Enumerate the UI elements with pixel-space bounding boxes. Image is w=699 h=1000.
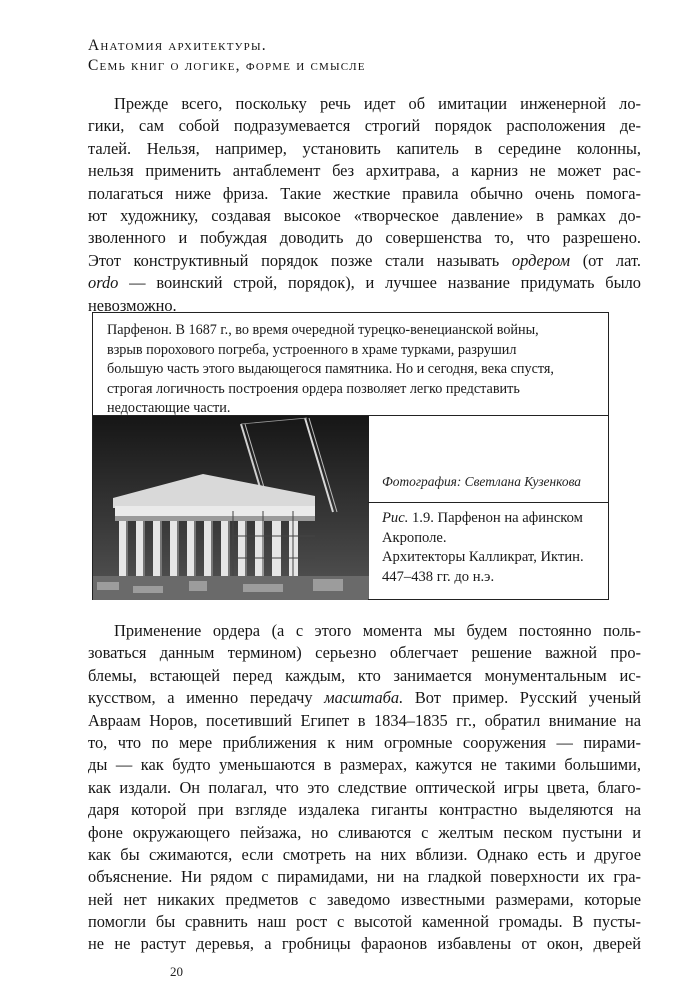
paragraph-line: зоваться данным термином) серьезно облегчает решение важной про- [88,643,641,663]
page-number: 20 [170,964,183,979]
caption-line: Парфенон. В 1687 г., во время очередной турецко-венецианской войны, [107,322,539,338]
paragraph-line: то, что по мере приближения к ним огромные сооружения — пирами- [88,732,641,752]
paragraph-line: ней нет никаких предметов с заведомо известными размерами, которые [88,889,641,909]
sidebar-caption-box [92,312,609,416]
parthenon-illustration [93,416,369,600]
figure-caption-line: 447–438 гг. до н.э. [382,568,495,585]
paragraph-2 [88,620,641,956]
italic-term: ордером [511,250,571,270]
paragraph-line: Авраам Норов, посетивший Египет в 1834–1835 гг., обратил внимание на [88,710,641,730]
credit-divider [368,502,609,503]
paragraph-line: талей. Нельзя, например, установить капитель в середине колонны, [88,138,641,158]
paragraph-line: ordo — воинский строй, порядок), и лучшее название придумать было [88,273,641,293]
running-header-line-1: Анатомия архитектуры. [88,37,267,54]
caption-line: недостающие части. [107,400,231,417]
paragraph-line: помогли бы сравнить наш рост с высотой каменной громады. В пусты- [88,912,641,932]
figure-caption-line: Рис. 1.9. Парфенон на афинском [382,510,583,526]
caption-line: строгая логичность построения ордера позволяет легко представить [107,380,520,397]
paragraph-line: не не растут деревья, а гробницы фараонов избавлены от окон, дверей [88,934,641,954]
paragraph-line: фоне окружающего пейзажа, но сливаются с желтым песком пустыни и [88,822,641,842]
paragraph-line: гики, сам собой подразумевается строгий порядок расположения де- [88,116,641,136]
paragraph-line: кусством, а именно передачу масштаба. Вот пример. Русский ученый [88,688,641,708]
figure-prefix: Рис. [382,510,409,526]
figure-caption-line: Акрополе. [382,529,447,546]
paragraph-1 [88,93,641,317]
paragraph-line: невозможно. [88,295,177,315]
paragraph-line: полагаться ниже фриза. Такие жесткие правила обычно очень помога- [88,183,641,203]
paragraph-line: нельзя применить антаблемент без архитрава, а карниз не может рас- [88,161,641,181]
photo-credit: Фотография: Светлана Кузенкова [382,474,582,489]
paragraph-line: ды — как будто уменьшаются в размерах, кажутся не такими большими, [88,755,641,775]
paragraph-line: Применение ордера (а с этого момента мы будем постоянно поль- [114,621,641,640]
figure-caption [382,509,607,587]
parthenon-photo [92,416,369,600]
italic-term: ordo [88,273,119,293]
paragraph-line: блемы, встающей перед каждым, кто занимается монументальным ис- [88,665,641,685]
paragraph-line: как издали. Он полагал, что это следствие оптической игры цвета, благо- [88,777,641,797]
paragraph-line: Этот конструктивный порядок позже стали называть ордером (от лат. [88,250,641,270]
paragraph-line: даря которой при взгляде издалека гиганты контрастно выделяются на [88,800,641,820]
paragraph-line: объяснение. Ни рядом с пирамидами, ни на гладкой поверхности их гра- [88,867,641,887]
figure-caption-line: Архитекторы Калликрат, Иктин. [382,549,584,566]
italic-term: масштаба. [324,688,404,708]
caption-line: большую часть этого выдающегося памятника. Но и сегодня, века спустя, [107,361,554,378]
paragraph-line: ют художнику, создавая высокое «творческое давление» в рамках до- [88,205,641,225]
paragraph-line: Прежде всего, поскольку речь идет об имитации инженерной ло- [114,94,641,113]
paragraph-line: как бы сжимаются, если смотреть на них вблизи. Однако есть и другое [88,844,641,864]
running-header [88,36,648,76]
paragraph-line: зволенного и побуждая доводить до совершенства то, что разрешено. [88,228,641,248]
caption-line: взрыв порохового погреба, устроенного в храме турками, разрушил [107,341,517,358]
running-header-line-2: Семь книг о логике, форме и смысле [88,57,366,74]
